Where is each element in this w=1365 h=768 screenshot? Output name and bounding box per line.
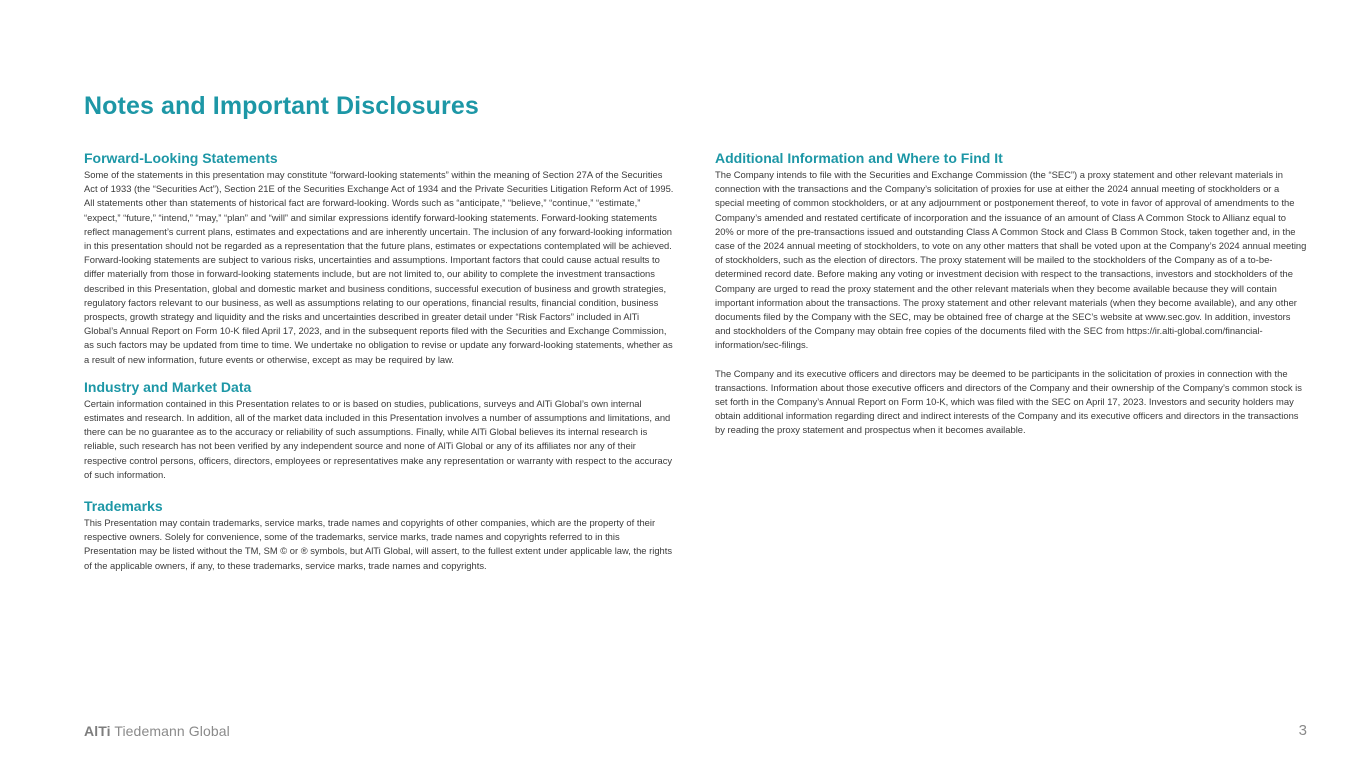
trademarks-body: This Presentation may contain trademarks, service marks, trade names and copyrights of other companies, which are the property of their respective owners. Solely for convenience, some of the trademarks, service marks, trade names and copyrights referred to in this Presentation may be listed without the TM, SM © or ® symbols, but AlTi Global, will assert, to the fullest extent under applicable law, the rights of the applicable owners, if any, to these trademarks, service marks, trade names and copyrights. (84, 517, 673, 571)
forward-looking-section (84, 150, 674, 367)
additional-info-section (715, 150, 1307, 438)
brand-name-strong: AlTi (84, 723, 111, 739)
left-column (84, 150, 674, 573)
right-column (715, 150, 1307, 438)
industry-heading: Industry and Market Data (84, 378, 252, 395)
trademarks-heading: Trademarks (84, 498, 163, 515)
additional-info-body-2: The Company and its executive officers and directors may be deemed to be participants in the solicitation of proxies in connection with the transactions. Information about those executive officers and directors of the Company and their ownership of the Company’s common stock is set forth in the Company’s Annual Report on Form 10-K, which was filed with the SEC on April 17, 2023. Investors and security holders may obtain additional information regarding direct and indirect interests of the Company and its executive officers and directors in the transactions by reading the proxy statement and prospectus when it becomes available. (715, 367, 1302, 436)
industry-body: Certain information contained in this Presentation relates to or is based on studies, publications, surveys and AlTi Global’s own internal estimates and research. In addition, all of the market data included in this Presentation involves a number of assumptions and limitations, and there can be no guarantee as to the accuracy or reliability of such assumptions. Finally, while AlTi Global believes its internal research is reliable, such research has not been verified by any independent source and none of AlTi Global or any of its affiliates nor any of their respective control persons, officers, directors, employees or representatives make any representation or warranty with respect to the accuracy of such information. (84, 397, 673, 480)
additional-info-body-1: The Company intends to file with the Securities and Exchange Commission (the “SEC”) a proxy statement and other relevant materials in connection with the transactions and the Company’s solicitation of proxies for use at either the 2024 annual meeting of stockholders or a special meeting of common stockholders, or at any adjournment or postponement thereof, to vote in favor of approval of amendments to the Company’s amended and restated certificate of incorporation and the issuance of an amount of Class A Common Stock to Allianz equal to 20% or more of the pre-transactions issued and outstanding Class A Common Stock and Class B Common Stock, taken together and, in the case of the 2024 annual meeting of stockholders, to vote on any other matters that shall be voted upon at the Company’s 2024 annual meeting of stockholders, such as the election of directors. The proxy statement will be mailed to the stockholders of the Company as of a to-be-determined record date. Before making any voting or investment decision with respect to the transactions, investors and stockholders of the Company are urged to read the proxy statement and the other relevant materials when they become available because they will contain important information about the transactions. The proxy statement and other relevant materials (when they become available), and any other documents filed by the Company with the SEC, may be obtained free of charge at the SEC’s website at www.sec.gov. In addition, investors and stockholders of the Company may obtain free copies of the documents filed with the SEC from https://ir.alti-global.com/financial-information/sec-filings. (715, 169, 1307, 351)
page-title: Notes and Important Disclosures (84, 92, 479, 120)
industry-section (84, 379, 674, 482)
forward-looking-body: Some of the statements in this presentation may constitute “forward-looking statements” within the meaning of Section 27A of the Securities Act of 1933 (the “Securities Act”), Section 21E of the Securities Exchange Act of 1934 and the Private Securities Litigation Reform Act of 1995. All statements other than statements of historical fact are forward-looking. Words such as “anticipate,” “believe,” “continue,” “estimate,” “expect,” “future,” “intend,” “may,” “plan” and “will” and similar expressions identify forward-looking statements. Forward-looking statements reflect management’s current plans, estimates and expectations and are inherently uncertain. The inclusion of any forward-looking information in this presentation should not be regarded as a representation that the future plans, estimates or expectations contemplated will be achieved. Forward-looking statements are subject to various risks, uncertainties and assumptions. Important factors that could cause actual results to differ materially from those in forward-looking statements include, but are not limited to, our ability to complete the investment transactions described in this Presentation, global and domestic market and business conditions, successful execution of business and growth strategies, regulatory factors relevant to our business, as well as assumptions relating to our operations, financial results, financial condition, business prospects, growth strategy and liquidity and the risks and uncertainties described in greater detail under “Risk Factors” included in AlTi Global’s Annual Report on Form 10-K filed April 17, 2023, and in the subsequent reports filed with the Securities and Exchange Commission, as such factors may be updated from time to time. We undertake no obligation to revise or update any forward-looking statements, whether as a result of new information, future events or otherwise, except as may be required by law. (84, 169, 674, 365)
additional-info-heading: Additional Information and Where to Find It (715, 150, 1003, 166)
forward-looking-heading: Forward-Looking Statements (84, 150, 278, 166)
footer-brand-logo (84, 723, 230, 739)
trademarks-section (84, 498, 674, 573)
brand-name-rest: Tiedemann Global (110, 723, 230, 739)
page-number: 3 (1298, 722, 1307, 739)
